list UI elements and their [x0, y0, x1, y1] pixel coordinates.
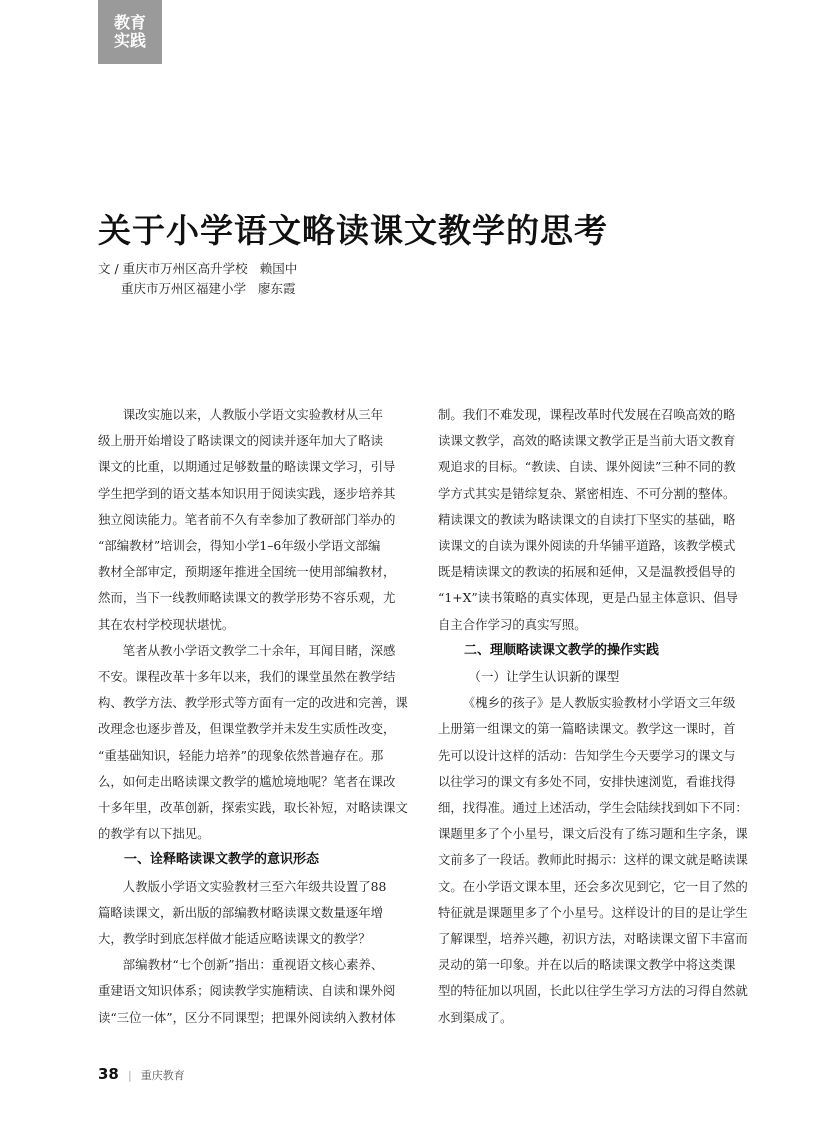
- author-name: 赖国中: [259, 261, 298, 276]
- page-footer: [98, 1064, 185, 1083]
- body-text-line: 十多年里，改革创新，探索实践，取长补短，对略读课文: [98, 800, 408, 816]
- section-tag-line-1: 教育: [113, 13, 146, 32]
- footer-separator: |: [127, 1069, 132, 1082]
- body-text-line: 然而，当下一线教师略读课文的教学形势不容乐观，尤: [98, 590, 396, 606]
- subsection-heading: （一）让学生认识新的课型: [468, 669, 620, 685]
- body-text-line: 细，找得准。通过上述活动，学生会陆续找到如下不同：: [438, 800, 748, 816]
- body-text-line: 么，如何走出略读课文教学的尴尬境地呢？笔者在课改: [98, 773, 396, 789]
- body-text-line: 读课文教学，高效的略读课文教学正是当前大语文教育: [438, 433, 736, 449]
- body-text-line: 不安。课程改革十多年以来，我们的课堂虽然在教学结: [98, 669, 396, 685]
- author-name: 廖东霞: [258, 281, 296, 296]
- body-text-line: “重基础知识，轻能力培养”的现象依然普遍存在。那: [98, 747, 384, 763]
- section-heading: 二、理顺略读课文教学的操作实践: [464, 642, 660, 658]
- article-title: 关于小学语文略读课文教学的思考: [98, 211, 608, 250]
- body-text-line: 《槐乡的孩子》是人教版实验教材小学语文三年级: [462, 695, 736, 711]
- journal-name: 重庆教育: [140, 1069, 185, 1082]
- body-text-line: 大，教学时到底怎样做才能适应略读课文的教学？: [98, 931, 371, 947]
- body-text-line: 独立阅读能力。笔者前不久有幸参加了教研部门举办的: [98, 511, 396, 527]
- body-text-line: 自主合作学习的真实写照。: [438, 616, 587, 632]
- author-line: [98, 279, 297, 299]
- body-text-line: 其在农村学校现状堪忧。: [98, 616, 235, 632]
- author-school: 重庆市万州区福建小学: [121, 281, 247, 296]
- body-column-right: [438, 402, 750, 1031]
- author-line: [98, 259, 297, 279]
- body-text-line: 部编教材“七个创新”指出：重视语文核心素养、: [122, 957, 384, 973]
- body-text-line: 文前多了一段话。教师此时揭示：这样的课文就是略读课: [438, 852, 748, 868]
- body-text-line: 型的特征加以巩固，长此以往学生学习方法的习得自然就: [438, 983, 748, 999]
- body-text-line: 构、教学方法、教学形式等方面有一定的改进和完善，课: [98, 695, 408, 711]
- body-text-line: “部编教材”培训会，得知小学1–6年级小学语文部编: [98, 538, 381, 554]
- body-text-line: 水到渠成了。: [438, 1009, 513, 1025]
- body-text-line: 以往学习的课文有多处不同，安排快速浏览，看谁找得: [438, 773, 736, 789]
- author-block: [98, 259, 297, 299]
- body-text-line: 的教学有以下拙见。: [98, 826, 210, 842]
- body-text-line: 级上册开始增设了略读课文的阅读并逐年加大了略读: [98, 433, 383, 449]
- author-school: 重庆市万州区高升学校: [122, 261, 248, 276]
- body-text-line: 了解课型，培养兴趣，初识方法，对略读课文留下丰富而: [438, 931, 748, 947]
- body-text-line: 读课文的自读为课外阅读的升华铺平道路，该教学模式: [438, 538, 736, 554]
- body-text-line: 先可以设计这样的活动：告知学生今天要学习的课文与: [438, 747, 736, 763]
- body-text-line: 篇略读课文，新出版的部编教材略读课文数量逐年增: [98, 904, 383, 920]
- body-text-line: 读“三位一体”，区分不同课型；把课外阅读纳入教材体: [98, 1009, 396, 1025]
- body-text-line: “1+X”读书策略的真实体现，更是凸显主体意识、倡导: [438, 590, 738, 606]
- body-text-line: 文。在小学语文课本里，还会多次见到它，它一目了然的: [438, 878, 748, 894]
- section-tag-line-2: 实践: [113, 31, 146, 50]
- body-text-line: 课改实施以来，人教版小学语文实验教材从三年: [122, 407, 383, 422]
- body-text-line: 人教版小学语文实验教材三至六年级共设置了88: [122, 878, 387, 894]
- body-text-line: 学方式其实是错综复杂、紧密相连、不可分割的整体。: [438, 485, 736, 501]
- section-tag: [98, 0, 162, 64]
- body-text-line: 笔者从教小学语文教学二十余年，耳闻目睹，深感: [122, 642, 396, 658]
- body-text-line: 教材全部审定，预期逐年推进全国统一使用部编教材，: [98, 564, 396, 580]
- body-text-line: 观追求的目标。“教读、自读、课外阅读”三种不同的教: [438, 459, 736, 475]
- body-text-line: 改理念也逐步普及，但课堂教学并未发生实质性改变，: [98, 721, 396, 737]
- body-text-line: 既是精读课文的教读的拓展和延伸，又是温教授倡导的: [438, 564, 736, 580]
- body-text-line: 课文的比重，以期通过足够数量的略读课文学习，引导: [98, 459, 396, 475]
- body-text-line: 制。我们不难发现，课程改革时代发展在召唤高效的略: [438, 407, 736, 422]
- section-heading: 一、诠释略读课文教学的意识形态: [124, 852, 320, 868]
- body-text-line: 灵动的第一印象。并在以后的略读课文教学中将这类课: [438, 957, 736, 973]
- page-number: 38: [98, 1065, 119, 1083]
- body-text-line: 上册第一组课文的第一篇略读课文。教学这一课时，首: [438, 721, 736, 737]
- author-prefix: 文 /: [98, 261, 123, 276]
- body-text-line: 重建语文知识体系；阅读教学实施精读、自读和课外阅: [98, 983, 396, 999]
- body-text-line: 课题里多了个小星号，课文后没有了练习题和生字条，课: [438, 826, 748, 842]
- body-text-line: 学生把学到的语文基本知识用于阅读实践，逐步培养其: [98, 485, 396, 501]
- body-column-left: [98, 402, 410, 1031]
- body-text-line: 精读课文的教读为略读课文的自读打下坚实的基础，略: [438, 511, 736, 527]
- body-text-line: 特征就是课题里多了个小星号。这样设计的目的是让学生: [438, 904, 748, 920]
